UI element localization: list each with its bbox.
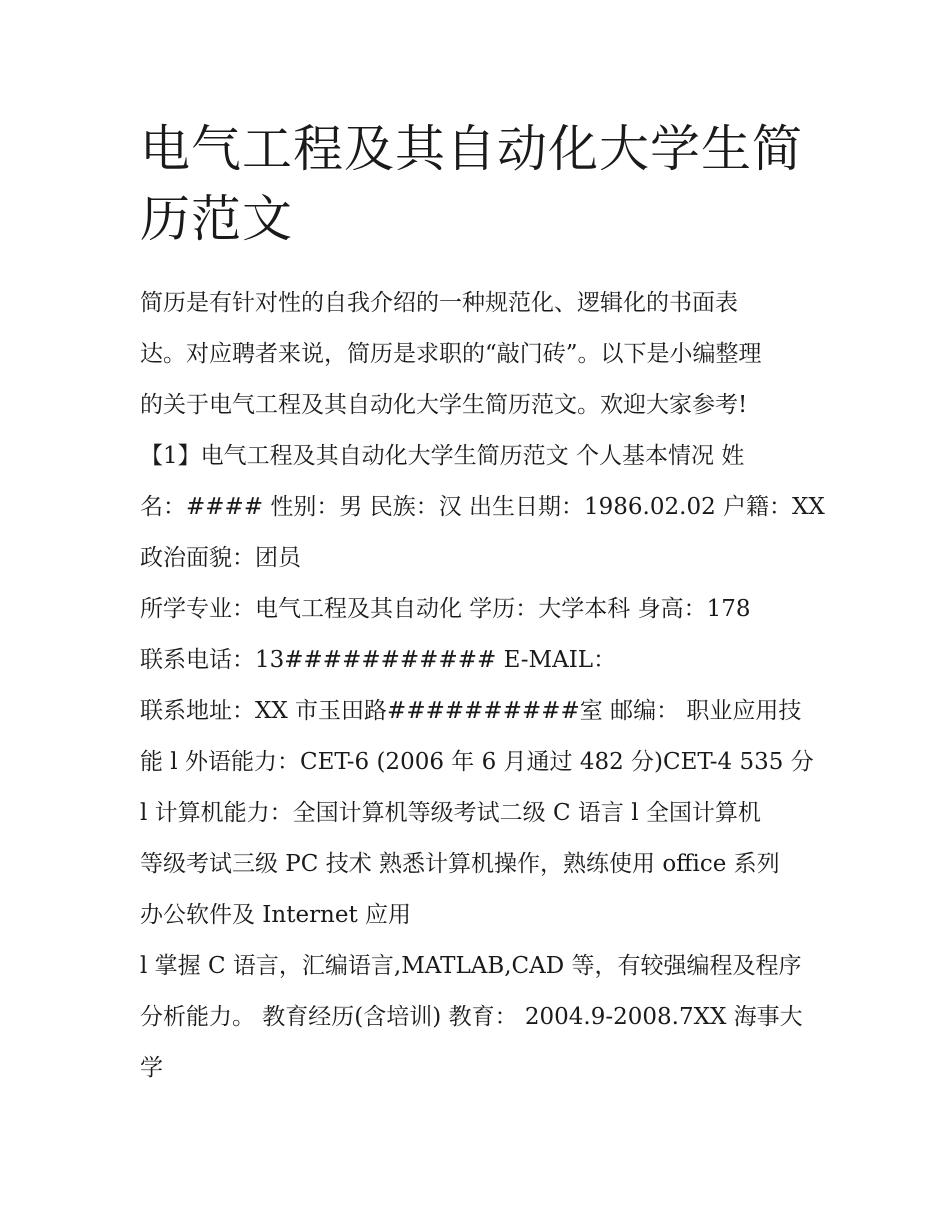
document-body	[140, 278, 825, 1094]
body-line: 【1】电气工程及其自动化大学生简历范文 个人基本情况 姓	[140, 443, 745, 469]
body-line: 联系地址：XX 市玉田路##########室 邮编： 职业应用技	[140, 698, 802, 724]
body-line: 办公软件及 Internet 应用	[140, 902, 412, 928]
body-line: l 掌握 C 语言，汇编语言,MATLAB,CAD 等，有较强编程及程序	[140, 953, 802, 979]
body-line: l 计算机能力：全国计算机等级考试二级 C 语言 l 全国计算机	[140, 800, 761, 826]
body-line: 名：#### 性别：男 民族：汉 出生日期：1986.02.02 户籍：XX	[140, 494, 825, 520]
body-line: 所学专业：电气工程及其自动化 学历：大学本科 身高：178	[140, 596, 751, 622]
body-line: 学	[140, 1055, 163, 1081]
body-line: 能 l 外语能力：CET-6 (2006 年 6 月通过 482 分)CET-4 535 分	[140, 749, 814, 775]
title-line-2: 历范文	[140, 190, 293, 248]
body-line: 联系电话：13########### E-MAIL：	[140, 647, 617, 673]
document-title	[140, 114, 820, 254]
body-line: 等级考试三级 PC 技术 熟悉计算机操作，熟练使用 office 系列	[140, 851, 780, 877]
title-line-1: 电气工程及其自动化大学生简	[140, 120, 803, 178]
body-line: 分析能力。 教育经历(含培训) 教育： 2004.9-2008.7XX 海事大	[140, 1004, 803, 1030]
body-line: 的关于电气工程及其自动化大学生简历范文。欢迎大家参考!	[140, 392, 748, 418]
body-line: 达。对应聘者来说，简历是求职的“敲门砖”。以下是小编整理	[140, 341, 762, 367]
body-line: 简历是有针对性的自我介绍的一种规范化、逻辑化的书面表	[140, 290, 738, 316]
body-line: 政治面貌：团员	[140, 545, 301, 571]
